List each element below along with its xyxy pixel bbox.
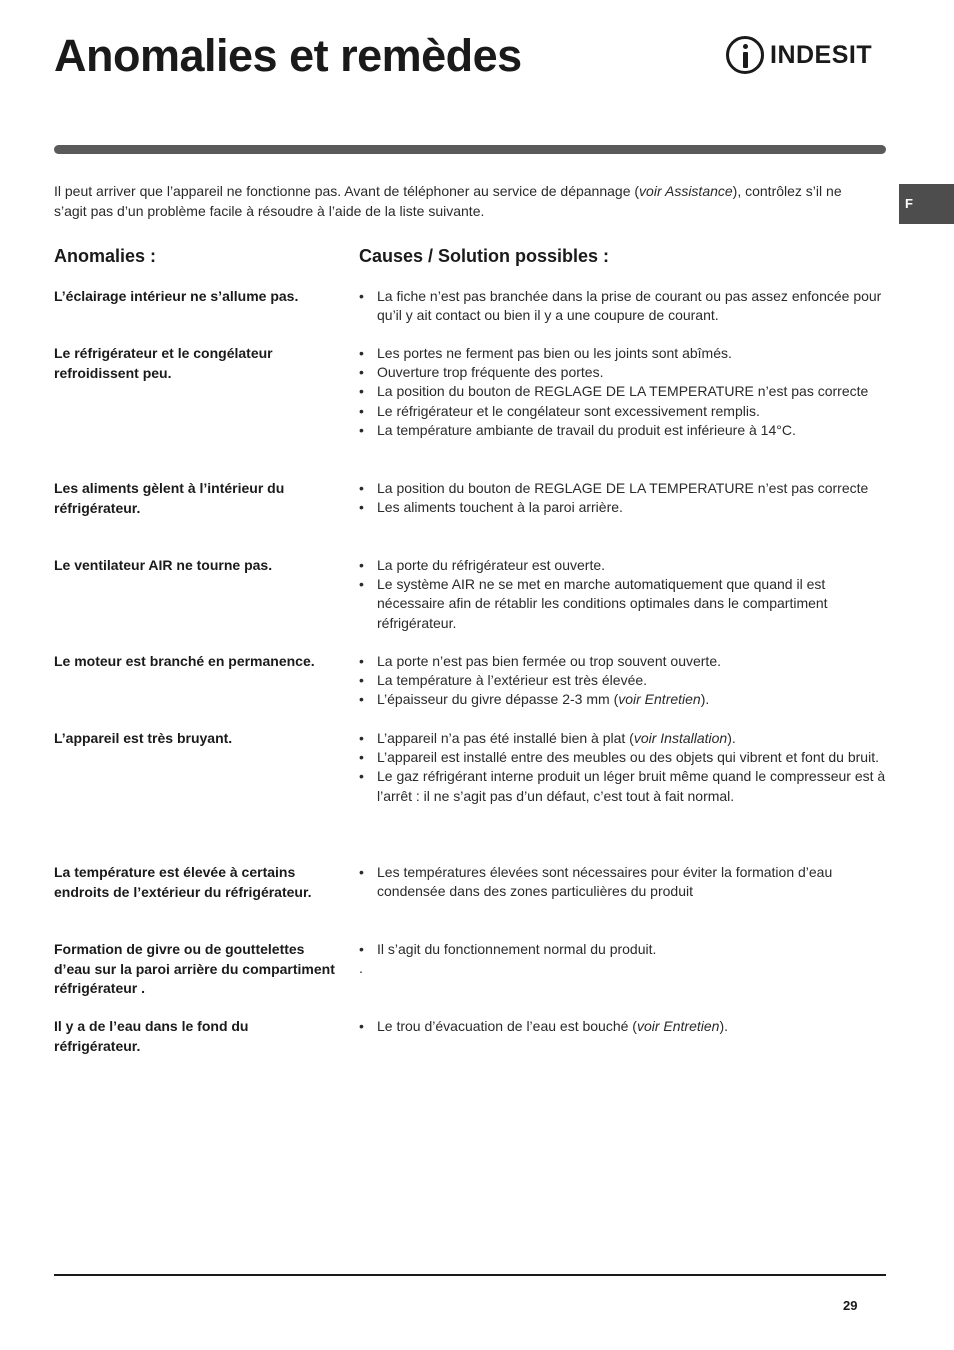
list-item: • Le gaz réfrigérant interne produit un léger bruit même quand le compresseur est à l’arrêt : il ne s’agit pas d’un défaut, c’est tout à fait normal. <box>359 767 889 805</box>
list-item: • La fiche n’est pas branchée dans la prise de courant ou pas assez enfoncée pour qu’il y ait contact ou bien il y a une coupure de courant. <box>359 287 889 325</box>
list-item: • La porte n’est pas bien fermée ou trop souvent ouverte. <box>359 652 889 671</box>
intro-reference: voir Assistance <box>639 183 733 199</box>
causes-list <box>359 729 889 806</box>
causes-heading: Causes / Solution possibles : <box>359 246 610 266</box>
brand-logo <box>726 34 886 76</box>
language-tab: F <box>899 184 954 224</box>
header-divider <box>54 145 886 154</box>
cause-reference: voir Entretien <box>636 1018 720 1034</box>
list-item: • La position du bouton de REGLAGE DE LA TEMPERATURE n’est pas correcte <box>359 479 889 498</box>
anomalies-heading: Anomalies : <box>54 246 157 266</box>
list-item: . <box>359 960 363 977</box>
anomaly-label: Le moteur est branché en permanence. <box>54 653 315 669</box>
causes-list <box>359 652 889 710</box>
list-item: • L’épaisseur du givre dépasse 2-3 mm (voir Entretien). <box>359 690 889 709</box>
list-item: • La température à l’extérieur est très élevée. <box>359 671 889 690</box>
anomaly-label: L’éclairage intérieur ne s’allume pas. <box>54 288 299 304</box>
list-item: • La porte du réfrigérateur est ouverte. <box>359 556 889 575</box>
cause-reference: voir Entretien <box>618 691 701 708</box>
causes-list <box>359 1017 889 1036</box>
list-item: • Les portes ne ferment pas bien ou les joints sont abîmés. <box>359 344 889 363</box>
causes-list <box>359 287 889 325</box>
list-item: • Ouverture trop fréquente des portes. <box>359 363 889 382</box>
brand-name: INDESIT <box>770 40 873 69</box>
anomaly-label: Le réfrigérateur et le congélateur refroidissent peu. <box>54 345 273 381</box>
list-item: • La température ambiante de travail du produit est inférieure à 14°C. <box>359 421 889 440</box>
causes-list <box>359 940 889 978</box>
anomaly-label: L’appareil est très bruyant. <box>54 730 233 746</box>
anomaly-label: Il y a de l’eau dans le fond du réfrigérateur. <box>54 1018 249 1054</box>
list-item: • Le système AIR ne se met en marche automatiquement que quand il est nécessaire afin de rétablir les conditions optimales dans le compartiment réfrigérateur. <box>359 575 889 633</box>
causes-list <box>359 479 889 517</box>
info-i-icon <box>726 36 764 74</box>
anomaly-label: Les aliments gèlent à l’intérieur du réfrigérateur. <box>54 480 285 516</box>
page-number: 29 <box>843 1298 858 1313</box>
intro-paragraph: Il peut arriver que l’appareil ne fonctionne pas. Avant de téléphoner au service de dépannage (voir Assistance), contrôlez s’il ne s’agit pas d’un problème facile à résoudre à l’aide de la liste suivante. <box>54 183 842 219</box>
list-item: • Les températures élevées sont nécessaires pour éviter la formation d’eau condensée dans des zones particulières du produit <box>359 863 889 901</box>
causes-list <box>359 863 889 901</box>
list-item: • Les aliments touchent à la paroi arrière. <box>359 498 889 517</box>
page-title: Anomalies et remèdes <box>54 30 522 81</box>
list-item: • L’appareil n’a pas été installé bien à plat (voir Installation). <box>359 729 889 748</box>
list-item: • Le réfrigérateur et le congélateur sont excessivement remplis. <box>359 402 889 421</box>
anomaly-label: La température est élevée à certains endroits de l’extérieur du réfrigérateur. <box>54 864 312 900</box>
anomaly-label: Formation de givre ou de gouttelettes d’eau sur la paroi arrière du compartiment réfrigérateur . <box>54 941 335 996</box>
list-item: • La position du bouton de REGLAGE DE LA TEMPERATURE n’est pas correcte <box>359 382 889 401</box>
list-item: • Il s’agit du fonctionnement normal du produit. <box>359 940 889 959</box>
causes-list <box>359 344 889 440</box>
anomaly-label: Le ventilateur AIR ne tourne pas. <box>54 557 273 573</box>
list-item: • L’appareil est installé entre des meubles ou des objets qui vibrent et font du bruit. <box>359 748 889 767</box>
cause-reference: voir Installation <box>633 730 728 746</box>
causes-list <box>359 556 889 633</box>
list-item: • Le trou d’évacuation de l’eau est bouché (voir Entretien). <box>359 1017 889 1036</box>
footer-divider <box>54 1274 886 1276</box>
